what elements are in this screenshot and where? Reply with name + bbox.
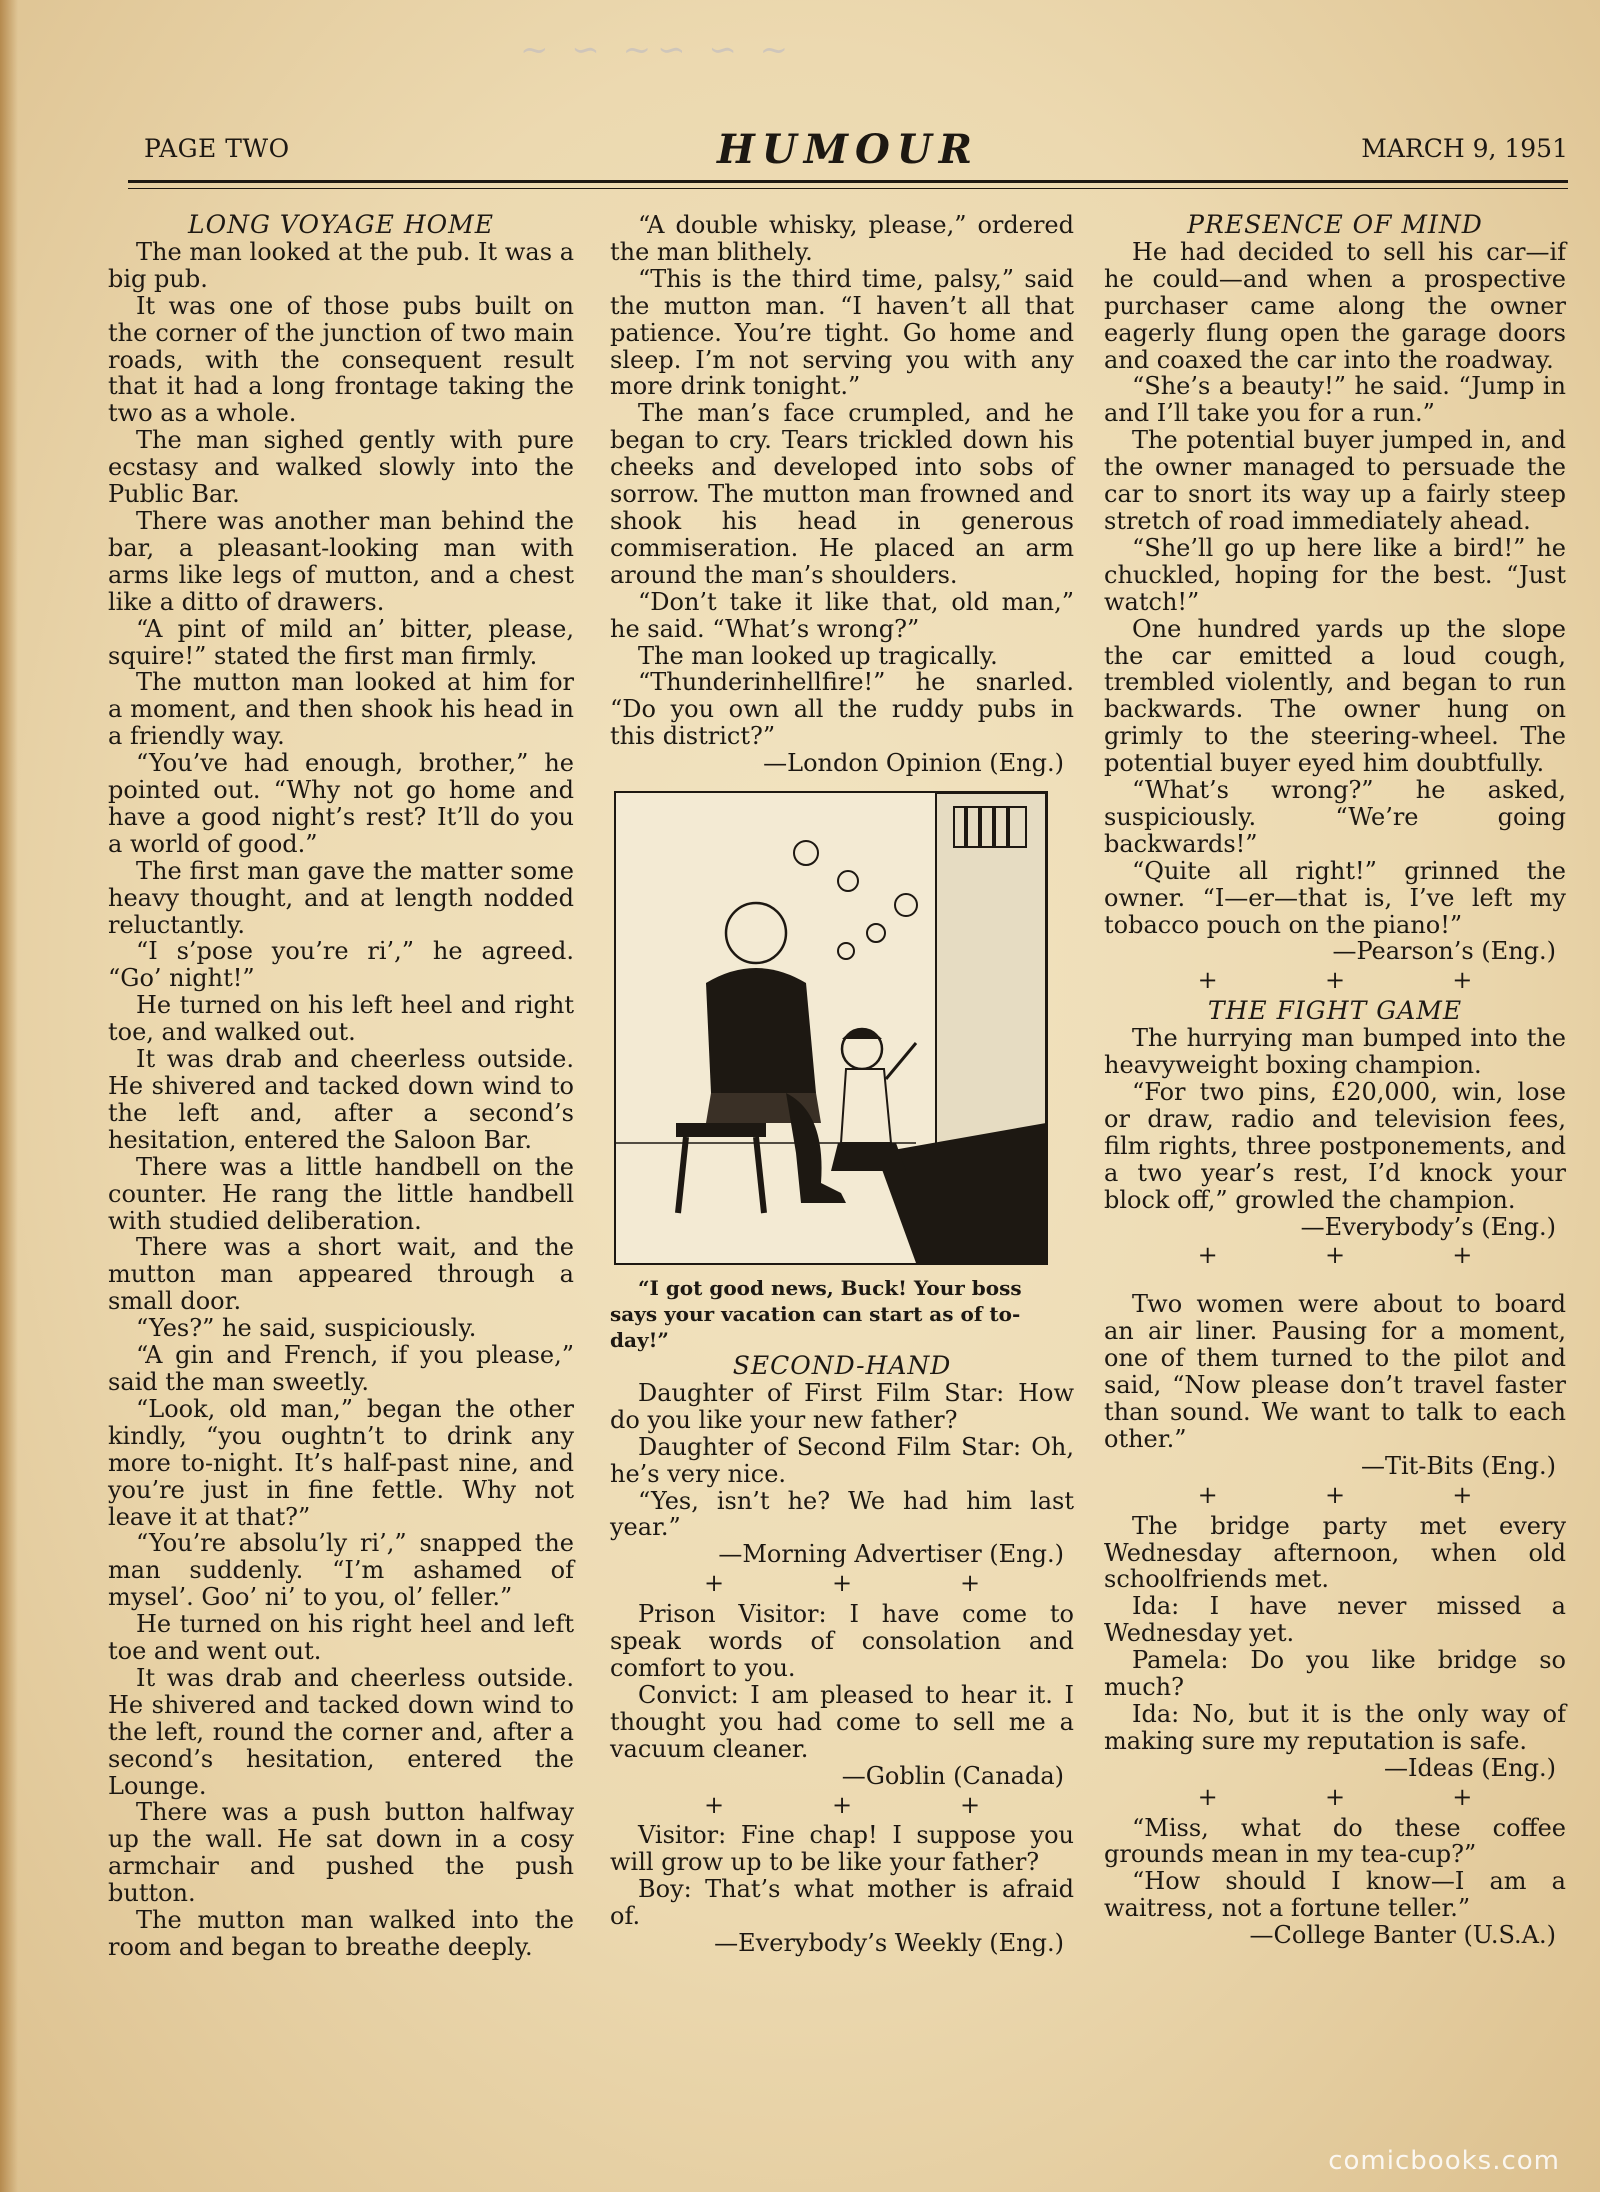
section-separator: + + +	[1197, 1241, 1473, 1270]
section-separator: + + +	[703, 1569, 981, 1598]
spacer	[1104, 1273, 1566, 1291]
source-credit: —Everybody’s (Eng.)	[1300, 1212, 1556, 1241]
section-separator: + + +	[1197, 966, 1473, 995]
page-number: PAGE TWO	[144, 134, 290, 163]
cartoon-caption: “I got good news, Buck! Your boss says your vacation can start as of to-day!”	[610, 1276, 1022, 1353]
source-credit: —Goblin (Canada)	[841, 1761, 1064, 1790]
story-title: THE FIGHT GAME	[1207, 996, 1463, 1026]
paragraph: The first man gave the matter some heavy thought, and at length nodded reluctantly.	[108, 856, 574, 939]
column-3	[1104, 212, 1566, 1949]
paragraph: Ida: No, but it is the only way of making sure my reputation is safe.	[1104, 1699, 1566, 1755]
story-body	[108, 239, 574, 1961]
joke-body	[1104, 1513, 1566, 1755]
paragraph: The man sighed gently with pure ecstasy and walked slowly into the Public Bar.	[108, 426, 574, 509]
paragraph: “A pint of mild an’ bitter, please, squire!” stated the first man firmly.	[108, 614, 574, 670]
paragraph: The mutton man walked into the room and began to breathe deeply.	[108, 1906, 574, 1961]
source-credit: —College Banter (U.S.A.)	[1249, 1921, 1556, 1950]
joke-title: SECOND-HAND	[732, 1351, 952, 1381]
paragraph: Convict: I am pleased to hear it. I thought you had come to sell me a vacuum cleaner.	[610, 1680, 1074, 1763]
paragraph: There was another man behind the bar, a pleasant-looking man with arms like legs of mutton, and a chest like a ditto of drawers.	[108, 506, 574, 616]
paragraph: Two women were about to board an air liner. Pausing for a moment, one of them turned to the pilot and said, “Now please don’t travel faster than sound. We want to talk to each other.”	[1104, 1290, 1566, 1453]
paragraph: “Miss, what do these coffee grounds mean in my tea-cup?”	[1104, 1813, 1566, 1869]
cartoon-illustration	[614, 791, 1048, 1265]
paragraph: He turned on his left heel and right toe, and walked out.	[108, 991, 574, 1047]
paragraph: Daughter of Second Film Star: Oh, he’s very nice.	[610, 1432, 1074, 1488]
paragraph: “This is the third time, palsy,” said the mutton man. “I haven’t all that patience. You’re tight. Go home and sleep. I’m not serving you with any more drink tonight.”	[610, 264, 1074, 401]
column-2	[610, 212, 1074, 1957]
source-credit: —Morning Advertiser (Eng.)	[718, 1540, 1064, 1569]
paragraph: “Quite all right!” grinned the owner. “I—er—that is, I’ve left my tobacco pouch on the piano!”	[1104, 856, 1566, 939]
paragraph: It was one of those pubs built on the corner of the junction of two main roads, with the consequent result that it had a long frontage taking the two as a whole.	[108, 291, 574, 428]
paragraph: One hundred yards up the slope the car emitted a loud cough, trembled violently, and began to run backwards. The owner hung on grimly to the steering-wheel. The potential buyer eyed him doubtfully.	[1104, 614, 1566, 778]
paragraph: Ida: I have never missed a Wednesday yet.	[1104, 1592, 1566, 1648]
paragraph: The hurrying man bumped into the heavyweight boxing champion.	[1104, 1024, 1566, 1080]
issue-date: MARCH 9, 1951	[1361, 134, 1568, 163]
joke-body	[1104, 1291, 1566, 1452]
section-separator: + + +	[1197, 1782, 1473, 1811]
paragraph: “Yes?” he said, suspiciously.	[136, 1314, 477, 1343]
source-credit: —Tit-Bits (Eng.)	[1360, 1451, 1556, 1480]
page-edge-stain	[0, 0, 18, 2192]
paragraph: “Don’t take it like that, old man,” he said. “What’s wrong?”	[610, 587, 1074, 643]
paragraph: It was drab and cheerless outside. He shivered and tacked down wind to the left and, after a second’s hesitation, entered the Saloon Bar.	[108, 1045, 574, 1154]
paragraph: The bridge party met every Wednesday afternoon, when old schoolfriends met.	[1104, 1511, 1566, 1594]
source-credit: —Pearson’s (Eng.)	[1332, 937, 1556, 966]
paragraph: “She’ll go up here like a bird!” he chuckled, hoping for the best. “Just watch!”	[1104, 533, 1566, 616]
paragraph: It was drab and cheerless outside. He shivered and tacked down wind to the left, round the corner and, after a second’s hesitation, entered the Lounge.	[108, 1663, 574, 1800]
paragraph: The man looked at the pub. It was a big pub.	[108, 237, 574, 293]
paragraph: He had decided to sell his car—if he could—and when a prospective purchaser came along the owner eagerly flung open the garage doors and coaxed the car into the roadway.	[1104, 237, 1566, 374]
magazine-title: HUMOUR	[717, 126, 979, 173]
paragraph: “How should I know—I am a waitress, not a fortune teller.”	[1104, 1867, 1566, 1923]
paragraph: The potential buyer jumped in, and the owner managed to persuade the car to snort its way up a fairly steep stretch of road immediately ahead.	[1104, 426, 1566, 535]
paragraph: “For two pins, £20,000, win, lose or draw, radio and television fees, film rights, three postponements, and a two year’s rest, I’d knock your block off,” growled the champion.	[1104, 1078, 1566, 1214]
joke-body	[1104, 1025, 1566, 1213]
paragraph: There was a short wait, and the mutton man appeared through a small door.	[108, 1233, 574, 1316]
site-watermark: comicbooks.com	[1328, 2146, 1560, 2176]
story-body	[1104, 239, 1566, 939]
paragraph: The mutton man looked at him for a moment, and then shook his head in a friendly way.	[108, 668, 574, 751]
story-title: LONG VOYAGE HOME	[188, 210, 494, 239]
page-header	[128, 118, 1568, 184]
paragraph: Daughter of First Film Star: How do you like your new father?	[610, 1378, 1074, 1434]
paragraph: Visitor: Fine chap! I suppose you will grow up to be like your father?	[610, 1821, 1074, 1877]
joke-body	[610, 1822, 1074, 1930]
story-continuation	[610, 212, 1074, 750]
paragraph: “She’s a beauty!” he said. “Jump in and I’ll take you for a run.”	[1104, 372, 1566, 428]
paragraph: “I s’pose you’re ri’,” he agreed. “Go’ night!”	[108, 937, 574, 993]
paragraph: Pamela: Do you like bridge so much?	[1104, 1646, 1566, 1702]
paragraph: Boy: That’s what mother is afraid of.	[610, 1875, 1074, 1931]
paragraph: “What’s wrong?” he asked, suspiciously. “We’re going backwards!”	[1104, 776, 1566, 858]
paragraph: “A gin and French, if you please,” said the man sweetly.	[108, 1341, 574, 1396]
paragraph: “Thunderinhellfire!” he snarled. “Do you own all the ruddy pubs in this district?”	[610, 668, 1074, 751]
source-credit: —Everybody’s Weekly (Eng.)	[714, 1929, 1064, 1958]
paragraph: The man looked up tragically.	[638, 641, 998, 670]
joke-body	[610, 1380, 1074, 1541]
paragraph: “Yes, isn’t he? We had him last year.”	[610, 1486, 1074, 1542]
paragraph: The man’s face crumpled, and he began to cry. Tears trickled down his cheeks and developed into sobs of sorrow. The mutton man frowned and shook his head in generous commiseration. He placed an arm around the man’s shoulders.	[610, 399, 1074, 589]
joke-body	[1104, 1815, 1566, 1923]
joke-body	[610, 1601, 1074, 1762]
column-1	[108, 212, 574, 1961]
paragraph: He turned on his right heel and left toe and went out.	[108, 1610, 574, 1666]
header-rule	[128, 180, 1568, 183]
paragraph: “You’ve had enough, brother,” he pointed out. “Why not go home and have a good night’s rest? It’ll do you a world of good.”	[108, 749, 574, 858]
source-credit: —Ideas (Eng.)	[1384, 1753, 1556, 1782]
section-separator: + + +	[1197, 1480, 1473, 1509]
story-title: PRESENCE OF MIND	[1187, 210, 1483, 239]
paragraph: Prison Visitor: I have come to speak words of consolation and comfort to you.	[610, 1600, 1074, 1682]
paragraph: “You’re absolu’ly ri’,” snapped the man suddenly. “I’m ashamed of mysel’. Goo’ ni’ to you, ol’ feller.”	[108, 1529, 574, 1612]
paragraph: “A double whisky, please,” ordered the man blithely.	[610, 211, 1074, 266]
source-credit: —London Opinion (Eng.)	[763, 749, 1064, 778]
section-separator: + + +	[703, 1790, 981, 1819]
pencil-scribble: ~ ∽ ~∽ ∽ ~	[520, 30, 795, 70]
header-rule-thin	[128, 188, 1568, 189]
paragraph: There was a little handbell on the counter. He rang the little handbell with studied deliberation.	[108, 1152, 574, 1235]
paragraph: “Look, old man,” began the other kindly, “you oughtn’t to drink any more to-night. It’s half-past nine, and you’re just in fine fettle. Why not leave it at that?”	[108, 1394, 574, 1531]
paragraph: There was a push button halfway up the wall. He sat down in a cosy armchair and pushed the push button.	[108, 1798, 574, 1908]
